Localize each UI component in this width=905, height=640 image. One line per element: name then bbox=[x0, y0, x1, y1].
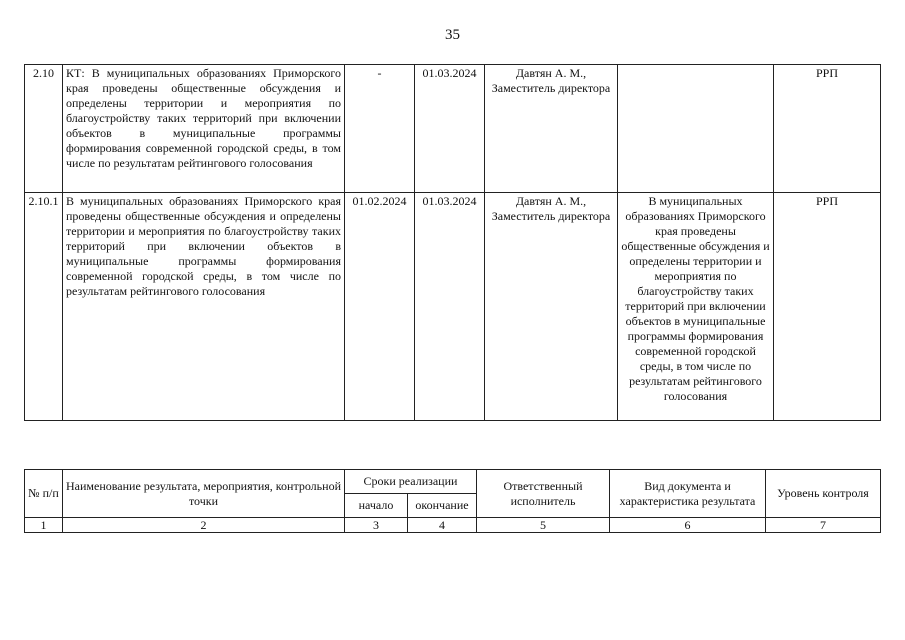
plan-table bbox=[24, 64, 881, 421]
row-control-level: РРП bbox=[774, 193, 881, 421]
row-end-date: 01.03.2024 bbox=[415, 65, 485, 193]
row-number: 2.10 bbox=[25, 65, 63, 193]
column-number: 5 bbox=[477, 518, 610, 533]
header-end: окончание bbox=[408, 494, 477, 518]
row-name: КТ: В муниципальных образованиях Приморского края проведены общественные обсуждения и определены территории и мероприятия по благоустройству таких территорий при включении объектов в муниципальные программы формирования современной городской среды, в том числе по результатам рейтингового голосования bbox=[63, 65, 345, 193]
row-document bbox=[618, 65, 774, 193]
row-document: В муниципальных образованиях Приморского края проведены общественные обсуждения и определены территории и мероприятия по благоустройству таких территорий при включении объектов в муниципальные программы формирования современной городской среды, в том числе по результатам рейтингового голосования bbox=[618, 193, 774, 421]
row-control-level: РРП bbox=[774, 65, 881, 193]
row-name: В муниципальных образованиях Приморского края проведены общественные обсуждения и определены территории и мероприятия по благоустройству таких территорий при включении объектов в муниципальные программы формирования современной городской среды, в том числе по результатам рейтингового голосования bbox=[63, 193, 345, 421]
row-start-date: 01.02.2024 bbox=[345, 193, 415, 421]
header-start: начало bbox=[345, 494, 408, 518]
table-row bbox=[25, 65, 881, 193]
header-terms: Сроки реализации bbox=[345, 470, 477, 494]
row-number: 2.10.1 bbox=[25, 193, 63, 421]
header-control: Уровень контроля bbox=[766, 470, 881, 518]
column-number: 4 bbox=[408, 518, 477, 533]
column-number: 2 bbox=[63, 518, 345, 533]
row-responsible: Давтян А. М., Заместитель директора bbox=[485, 65, 618, 193]
column-number: 3 bbox=[345, 518, 408, 533]
header-name: Наименование результата, мероприятия, контрольной точки bbox=[63, 470, 345, 518]
table-row bbox=[25, 193, 881, 421]
header-responsible: Ответственный исполнитель bbox=[477, 470, 610, 518]
column-number: 1 bbox=[25, 518, 63, 533]
page-number: 35 bbox=[445, 27, 460, 43]
column-number: 6 bbox=[610, 518, 766, 533]
row-start-date: - bbox=[345, 65, 415, 193]
row-responsible: Давтян А. М., Заместитель директора bbox=[485, 193, 618, 421]
row-end-date: 01.03.2024 bbox=[415, 193, 485, 421]
header-document: Вид документа и характеристика результата bbox=[610, 470, 766, 518]
header-num: № п/п bbox=[25, 470, 63, 518]
header-table bbox=[24, 469, 881, 533]
column-number: 7 bbox=[766, 518, 881, 533]
